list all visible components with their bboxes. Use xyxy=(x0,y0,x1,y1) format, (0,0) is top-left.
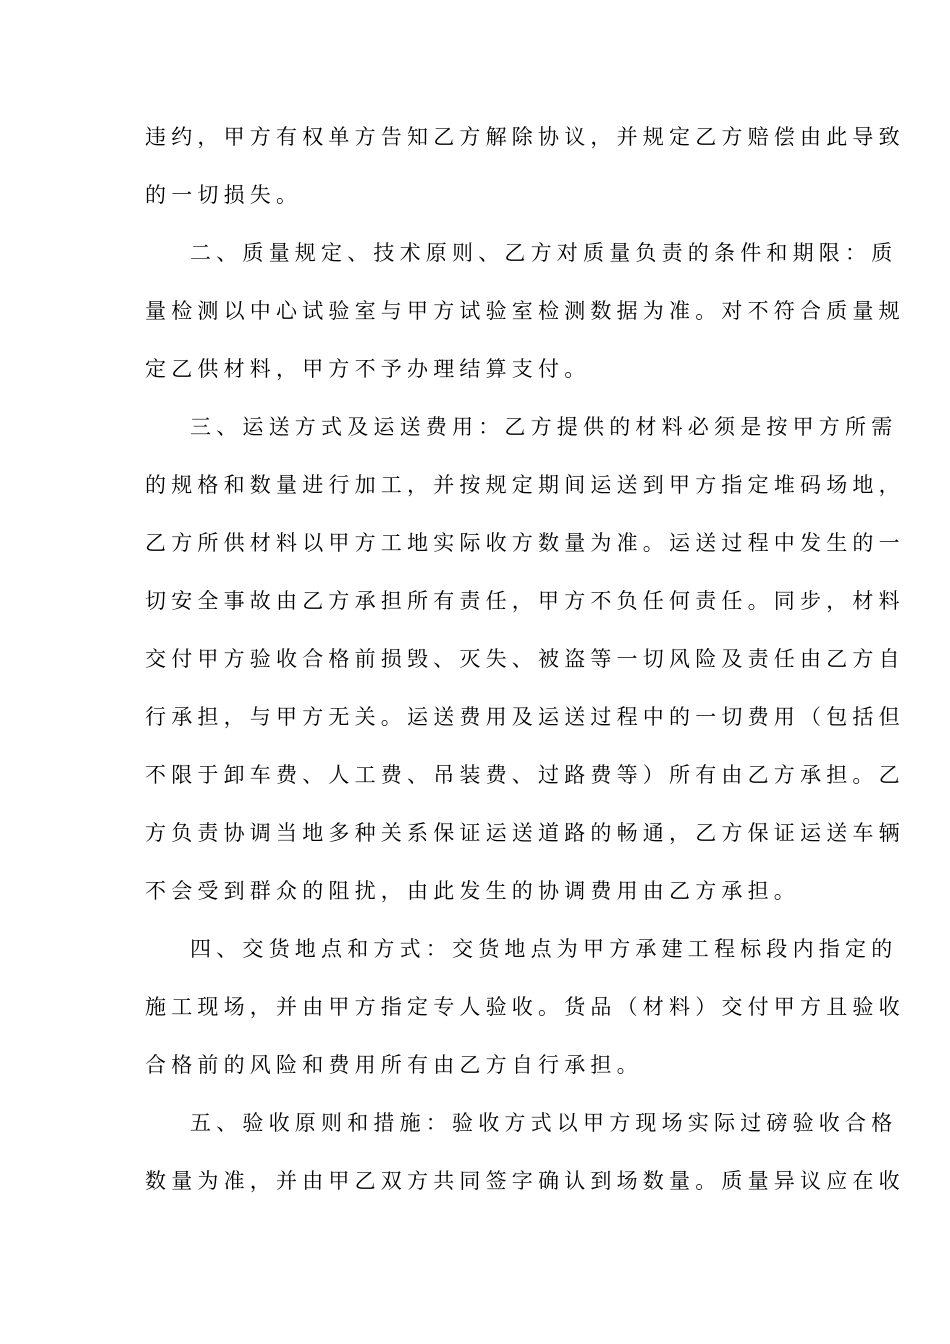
text-line: 方负责协调当地多种关系保证运送道路的畅通，乙方保证运送车辆 xyxy=(145,821,905,845)
text-line: 数量为准，并由甲乙双方共同签字确认到场数量。质量异议应在收 xyxy=(145,1169,905,1193)
text-line: 不会受到群众的阻扰，由此发生的协调费用由乙方承担。 xyxy=(145,879,800,903)
text-line: 切安全事故由乙方承担所有责任，甲方不负任何责任。同步，材料 xyxy=(145,589,905,613)
text-line: 定乙供材料，甲方不予办理结算支付。 xyxy=(145,357,591,381)
text-line: 不限于卸车费、人工费、吊装费、过路费等）所有由乙方承担。乙 xyxy=(145,763,905,787)
text-line: 量检测以中心试验室与甲方试验室检测数据为准。对不符合质量规 xyxy=(145,299,905,323)
text-line: 违约，甲方有权单方告知乙方解除协议，并规定乙方赔偿由此导致 xyxy=(145,125,905,149)
text-line: 乙方所供材料以甲方工地实际收方数量为准。运送过程中发生的一 xyxy=(145,531,905,555)
paragraph-4-first-line: 四、交货地点和方式：交货地点为甲方承建工程标段内指定的 xyxy=(190,937,898,961)
text-line: 施工现场，并由甲方指定专人验收。货品（材料）交付甲方且验收 xyxy=(145,995,905,1019)
paragraph-2-first-line: 二、质量规定、技术原则、乙方对质量负责的条件和期限：质 xyxy=(190,241,898,265)
text-line: 行承担，与甲方无关。运送费用及运送过程中的一切费用（包括但 xyxy=(145,705,905,729)
paragraph-5-first-line: 五、验收原则和措施：验收方式以甲方现场实际过磅验收合格 xyxy=(190,1111,898,1135)
text-line: 的规格和数量进行加工，并按规定期间运送到甲方指定堆码场地， xyxy=(145,473,905,497)
paragraph-3-first-line: 三、运送方式及运送费用：乙方提供的材料必须是按甲方所需 xyxy=(190,415,898,439)
text-line: 交付甲方验收合格前损毁、灭失、被盗等一切风险及责任由乙方自 xyxy=(145,647,905,671)
text-line: 的一切损失。 xyxy=(145,183,303,207)
text-line: 合格前的风险和费用所有由乙方自行承担。 xyxy=(145,1053,643,1077)
